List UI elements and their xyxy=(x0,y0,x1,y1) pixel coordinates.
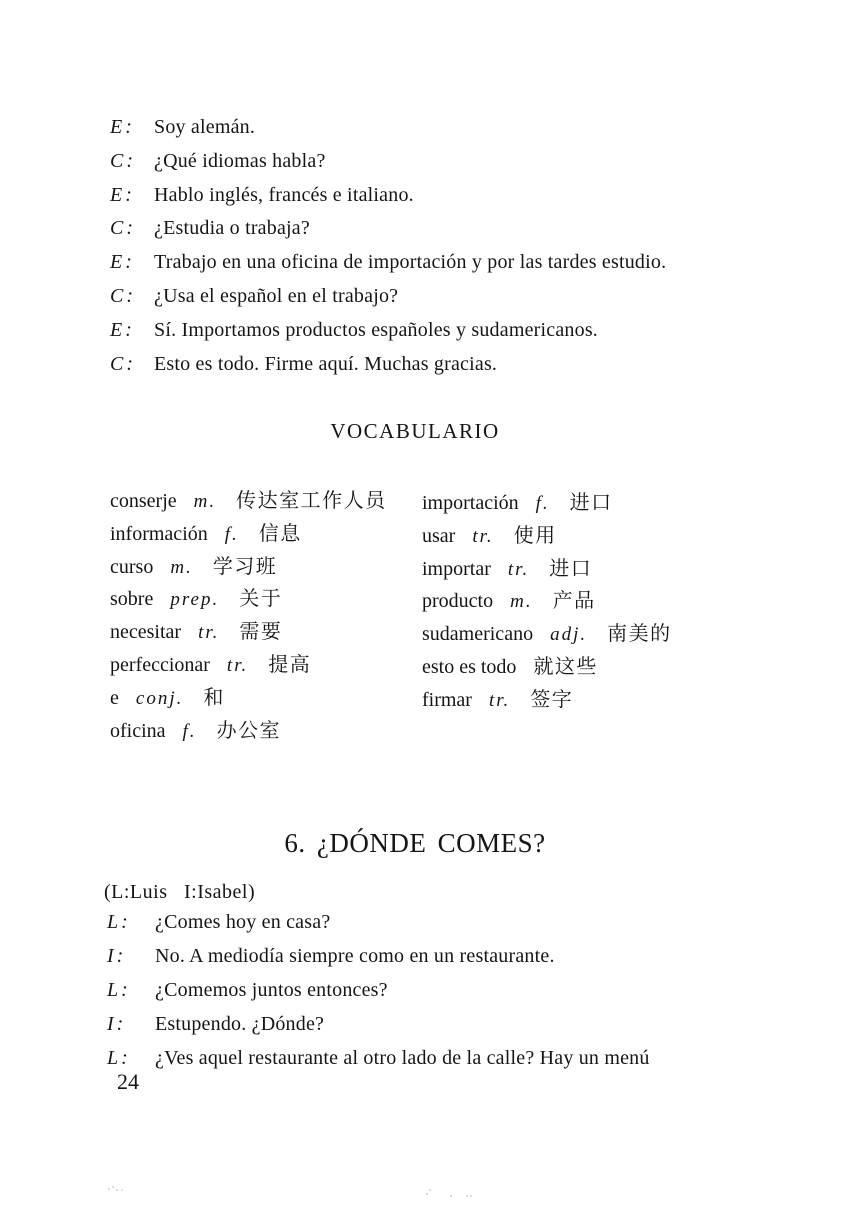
vocab-entry xyxy=(422,486,762,519)
speaker-label: C: xyxy=(110,217,136,240)
vocab-entry xyxy=(422,683,762,716)
vocab-abbr: conj. xyxy=(135,687,184,709)
dialogue-text: Esto es todo. Firme aquí. Muchas gracias. xyxy=(154,352,498,375)
dialogue-line xyxy=(104,979,784,1013)
scan-artifact xyxy=(108,1188,110,1190)
vocab-entry xyxy=(110,517,420,550)
vocab-abbr: tr. xyxy=(198,622,220,644)
dialogue-text: ¿Comemos juntos entonces? xyxy=(155,979,388,1001)
dialogue-text: Estupendo. ¿Dónde? xyxy=(155,1013,325,1035)
dialogue-li xyxy=(104,911,784,1081)
vocab-word: e xyxy=(110,686,119,709)
speaker-label: L: xyxy=(107,979,131,1001)
vocabulary-column-right xyxy=(422,486,762,716)
vocab-word: importación xyxy=(422,492,519,514)
vocab-word: sudamericano xyxy=(422,623,534,646)
dialogue-line xyxy=(110,217,770,251)
vocab-word: producto xyxy=(422,590,494,613)
vocab-entry xyxy=(110,484,420,517)
vocabulary-heading: VOCABULARIO xyxy=(330,419,500,443)
dialogue-text: ¿Comes hoy en casa? xyxy=(155,911,331,933)
vocab-abbr: f. xyxy=(224,523,239,545)
vocab-word: conserje xyxy=(110,490,177,512)
dialogue-text: Soy alemán. xyxy=(154,116,256,138)
vocab-word: perfeccionar xyxy=(110,653,210,676)
speaker-label: C: xyxy=(110,149,136,172)
dialogue-text: Hablo inglés, francés e italiano. xyxy=(154,183,414,206)
vocab-word: curso xyxy=(110,555,154,578)
vocab-translation-zh: 提高 xyxy=(268,651,312,676)
vocab-word: esto es todo xyxy=(422,655,517,678)
speaker-label: C: xyxy=(110,284,136,307)
dialogue-text: ¿Usa el español en el trabajo? xyxy=(154,284,399,307)
vocab-translation-zh: 进口 xyxy=(549,555,593,580)
section-title: 6. ¿DÓNDE COMES? xyxy=(284,828,546,858)
dialogue-line xyxy=(110,251,770,285)
vocab-abbr: m. xyxy=(510,591,533,613)
vocab-word: necesitar xyxy=(110,621,182,644)
speaker-label: L: xyxy=(107,911,131,933)
dialogue-text: ¿Qué idiomas habla? xyxy=(154,149,326,172)
vocab-abbr: f. xyxy=(535,493,550,514)
vocab-abbr: prep. xyxy=(170,589,220,611)
vocab-entry xyxy=(422,584,762,617)
speaker-label: E: xyxy=(110,116,135,138)
vocab-word: firmar xyxy=(422,688,472,711)
vocab-translation-zh: 办公室 xyxy=(216,717,282,742)
vocab-translation-zh: 学习班 xyxy=(212,553,278,578)
speaker-label: I: xyxy=(107,945,127,967)
speaker-label: E: xyxy=(110,318,135,341)
vocab-entry xyxy=(422,617,762,650)
vocab-entry xyxy=(422,519,762,552)
vocab-entry xyxy=(110,550,420,583)
vocab-translation-zh: 关于 xyxy=(239,586,283,611)
vocab-translation-zh: 进口 xyxy=(569,490,613,514)
vocab-abbr: f. xyxy=(182,720,197,742)
dialogue-text: ¿Estudia o trabaja? xyxy=(154,217,310,240)
dialogue-line xyxy=(104,945,784,979)
dialogue-line xyxy=(110,184,770,218)
vocab-word: información xyxy=(110,522,208,545)
dialogue-text: ¿Ves aquel restaurante al otro lado de la calle? Hay un menú xyxy=(155,1047,650,1069)
vocab-abbr: tr. xyxy=(472,525,494,547)
speaker-label: L: xyxy=(107,1047,131,1069)
vocab-word: usar xyxy=(422,524,456,547)
dialogue-line xyxy=(110,285,770,319)
vocab-word: importar xyxy=(422,557,491,580)
dialogue-text: Sí. Importamos productos españoles y sudamericanos. xyxy=(154,318,599,341)
dialogue-line xyxy=(104,911,784,945)
dialogue-line xyxy=(110,150,770,184)
dialogue-line xyxy=(104,1047,784,1081)
vocab-translation-zh: 和 xyxy=(203,684,225,709)
speaker-label: I: xyxy=(107,1013,127,1035)
speaker-label: C: xyxy=(110,352,136,375)
vocab-translation-zh: 信息 xyxy=(258,520,302,545)
vocab-translation-zh: 签字 xyxy=(530,686,574,711)
speaker-label: E: xyxy=(110,251,135,274)
vocab-entry xyxy=(422,552,762,585)
vocab-abbr: tr. xyxy=(488,689,511,711)
vocab-entry xyxy=(110,582,420,615)
vocab-entry xyxy=(422,650,762,683)
dialogue-line xyxy=(110,116,770,150)
vocab-word: oficina xyxy=(110,719,166,742)
vocab-word: sobre xyxy=(110,588,154,611)
cast-line: (L:Luis I:Isabel) xyxy=(104,881,256,903)
scan-artifact xyxy=(426,1193,428,1195)
dialogue-line xyxy=(110,353,770,387)
dialogue-text: No. A mediodía siempre como en un restaurante. xyxy=(155,945,555,967)
vocab-translation-zh: 使用 xyxy=(513,522,557,547)
vocab-entry xyxy=(110,648,420,681)
dialogue-text: Trabajo en una oficina de importación y por las tardes estudio. xyxy=(154,251,667,274)
vocab-entry xyxy=(110,714,420,747)
vocab-entry xyxy=(110,681,420,714)
dialogue-ec xyxy=(110,116,770,386)
vocabulary-column-left xyxy=(110,484,420,746)
vocab-abbr: m. xyxy=(193,491,217,512)
dialogue-line xyxy=(104,1013,784,1047)
vocab-translation-zh: 就这些 xyxy=(533,653,598,678)
vocab-abbr: tr. xyxy=(507,558,530,580)
page-number: 24 xyxy=(117,1069,139,1094)
vocab-abbr: tr. xyxy=(226,654,249,676)
vocab-translation-zh: 产品 xyxy=(552,588,596,613)
vocab-translation-zh: 传达室工作人员 xyxy=(236,488,387,512)
vocab-abbr: m. xyxy=(170,556,193,578)
vocab-translation-zh: 南美的 xyxy=(607,621,672,646)
speaker-label: E: xyxy=(110,183,135,206)
dialogue-line xyxy=(110,319,770,353)
vocab-entry xyxy=(110,615,420,648)
vocab-abbr: adj. xyxy=(550,624,588,646)
vocab-translation-zh: 需要 xyxy=(239,619,283,644)
